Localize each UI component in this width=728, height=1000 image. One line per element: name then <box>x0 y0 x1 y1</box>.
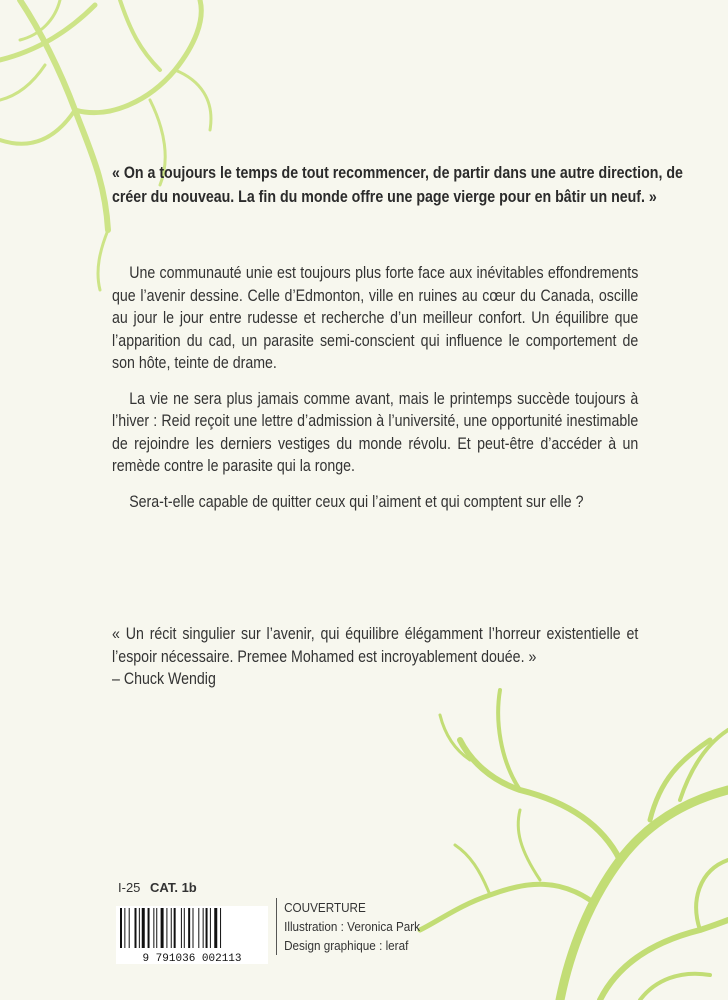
barcode-bar <box>203 908 204 948</box>
barcode-bar <box>174 908 176 948</box>
credits-design: Design graphique : leraf <box>284 938 409 953</box>
barcode-number: 9 791036 002113 <box>142 953 242 964</box>
cover-credits <box>276 898 420 955</box>
credits-illustration: Illustration : Veronica Park <box>284 919 421 934</box>
barcode-bar <box>206 908 208 948</box>
barcode-bar <box>181 908 182 948</box>
barcode-bar <box>184 908 185 948</box>
pull-quote: « On a toujours le temps de tout recommencer, de partir dans une autre direction, de créer du nouveau. La fin du monde offre une page vierge pour en bâtir un neuf. » <box>112 164 683 206</box>
barcode-bar <box>166 908 167 948</box>
barcode-bar <box>161 908 164 948</box>
barcode-bar <box>188 908 190 948</box>
barcode-bar <box>156 908 157 948</box>
synopsis <box>112 262 638 526</box>
barcode-bar <box>171 908 172 948</box>
barcode-bar <box>153 908 154 948</box>
review-author: – Chuck Wendig <box>112 670 216 688</box>
catalog-category: CAT. 1b <box>150 880 197 895</box>
barcode-bar <box>135 908 137 948</box>
credits-heading: COUVERTURE <box>284 900 366 915</box>
barcode-bar <box>214 908 217 948</box>
synopsis-paragraph: Une communauté unie est toujours plus forte face aux inévitables effondrements que l’avenir dessine. Celle d’Edmonton, ville en ruines au cœur du Canada, oscille au jour le jour entre rudesse et recherche d’un meilleur confort. Un équilibre que l’apparition du cad, un parasite semi-conscient qui influence le comportement de son hôte, teinte de drame. <box>112 264 639 372</box>
catalog-meta <box>118 880 197 895</box>
barcode-bar <box>124 908 125 948</box>
catalog-code: I-25 <box>118 880 141 895</box>
barcode <box>116 906 268 964</box>
review-quote <box>112 623 638 691</box>
barcode-bar <box>210 908 211 948</box>
review-text: « Un récit singulier sur l’avenir, qui équilibre élégamment l’horreur existentielle et l’espoir nécessaire. Premee Mohamed est incroyablement douée. » <box>112 625 639 666</box>
synopsis-paragraph: Sera-t-elle capable de quitter ceux qui l’aiment et qui comptent sur elle ? <box>129 492 584 511</box>
barcode-bar <box>120 908 122 948</box>
barcode-bar <box>220 908 221 948</box>
synopsis-paragraph: La vie ne sera plus jamais comme avant, mais le printemps succède toujours à l’hiver : Reid reçoit une lettre d’admission à l’université, une opportunité inestimable de rejoindre les derniers vestiges du monde révolu. Et peut-être d’accéder à un remède contre le parasite qui la ronge. <box>112 389 639 475</box>
barcode-bar <box>148 908 150 948</box>
barcode-bar <box>142 908 145 948</box>
barcode-bar <box>139 908 140 948</box>
barcode-bar <box>198 908 199 948</box>
barcode-bar <box>129 908 130 948</box>
barcode-bar <box>193 908 194 948</box>
